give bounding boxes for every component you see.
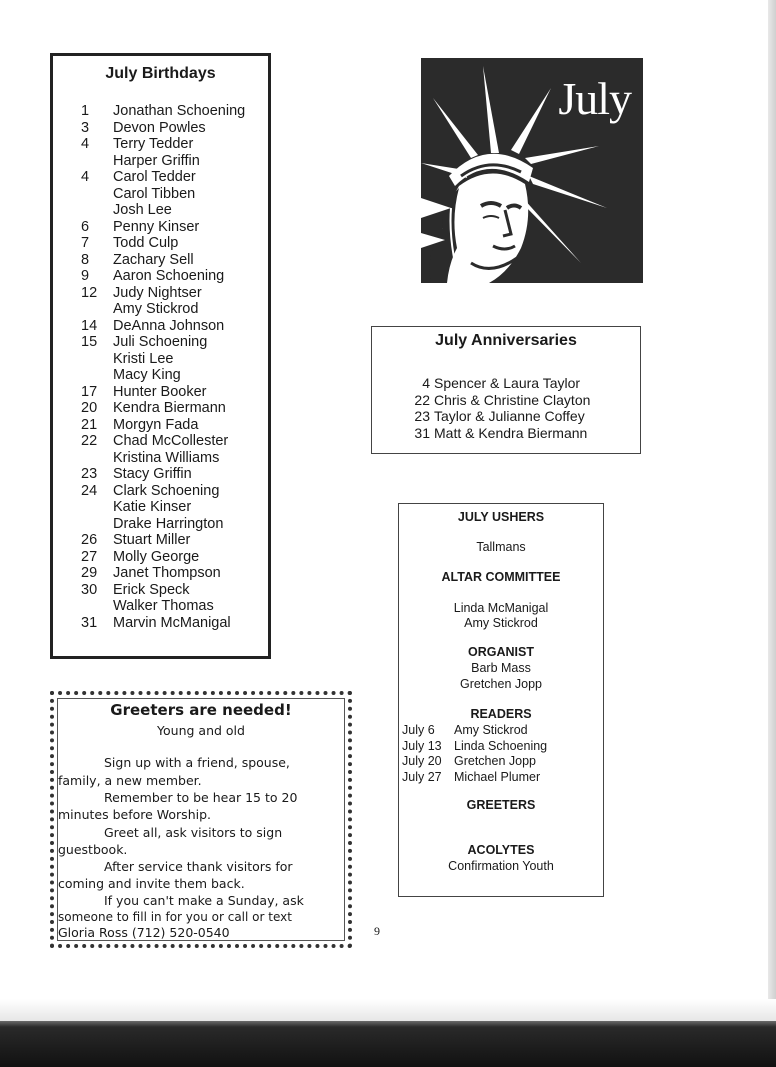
birthday-entry xyxy=(53,516,263,533)
birthday-day: 27 xyxy=(81,548,98,565)
birthday-name: Drake Harrington xyxy=(113,515,224,532)
reader-name: Amy Stickrod xyxy=(454,723,528,737)
birthday-day: 6 xyxy=(81,218,90,235)
greeters-needed-box xyxy=(50,691,352,948)
birthday-entry xyxy=(53,153,263,170)
anniversary-couple: Matt & Kendra Biermann xyxy=(434,424,588,441)
acolytes-value: Confirmation Youth xyxy=(448,859,554,873)
greeters-text-line: Sign up with a friend, spouse, xyxy=(104,755,290,770)
reader-date: July 20 xyxy=(402,754,442,768)
greeters-text-line: If you can't make a Sunday, ask xyxy=(104,893,304,908)
birthday-entry xyxy=(53,334,263,351)
reader-date: July 13 xyxy=(402,738,442,753)
birthday-name: Molly George xyxy=(113,548,200,565)
readers-heading: READERS xyxy=(470,707,532,721)
reader-name: Gretchen Jopp xyxy=(454,754,536,768)
birthday-entry xyxy=(53,202,263,219)
birthday-name: Zachary Sell xyxy=(113,251,194,268)
birthday-name: Aaron Schoening xyxy=(113,268,225,284)
birthday-day: 23 xyxy=(81,466,98,482)
reader-name: Michael Plumer xyxy=(454,769,541,784)
anniversary-entry xyxy=(372,375,640,392)
greeters-subtitle: Young and old xyxy=(157,723,245,738)
page-bottom-fade xyxy=(0,999,776,1021)
birthdays-box xyxy=(50,53,271,659)
anniversary-entry xyxy=(372,408,640,425)
anniversaries-box xyxy=(371,326,641,454)
birthday-entry xyxy=(53,499,263,516)
birthday-entry xyxy=(53,318,263,335)
reader-date: July 6 xyxy=(402,723,435,737)
acolytes-heading: ACOLYTES xyxy=(467,843,535,857)
anniversary-day: 22 xyxy=(414,391,430,408)
birthday-name: Devon Powles xyxy=(113,119,206,136)
july-banner-text: July xyxy=(558,73,631,124)
birthday-day: 30 xyxy=(81,581,98,598)
service-schedule-box xyxy=(398,503,604,897)
greeters-text-line: someone to fill in for you or call or text xyxy=(58,910,292,924)
birthday-name: Amy Stickrod xyxy=(113,301,199,317)
birthday-name: Kristi Lee xyxy=(113,350,174,367)
birthday-entry xyxy=(53,235,263,252)
birthday-name: Clark Schoening xyxy=(113,482,220,499)
birthday-entry xyxy=(53,252,263,269)
scanner-bottom-edge xyxy=(0,1021,776,1067)
birthday-day: 4 xyxy=(81,136,90,152)
birthday-entry xyxy=(53,301,263,318)
greeters-text-line: Remember to be hear 15 to 20 xyxy=(104,790,298,805)
birthday-entry xyxy=(53,351,263,368)
birthday-entry xyxy=(53,120,263,137)
greeters-text-line: After service thank visitors for xyxy=(104,859,293,874)
birthday-day: 22 xyxy=(81,433,98,449)
birthday-day: 3 xyxy=(81,119,90,136)
birthday-day: 1 xyxy=(81,103,90,119)
birthday-entry xyxy=(53,433,263,450)
birthday-day: 4 xyxy=(81,169,90,185)
anniversary-day: 4 xyxy=(422,375,430,391)
greeters-text-line: minutes before Worship. xyxy=(58,807,212,822)
birthday-name: Hunter Booker xyxy=(113,383,207,400)
reader-date: July 27 xyxy=(402,769,442,784)
anniversary-couple: Spencer & Laura Taylor xyxy=(434,375,581,391)
july-banner-image xyxy=(421,58,643,283)
greeters-title: Greeters are needed! xyxy=(110,701,292,719)
greeters-heading: GREETERS xyxy=(466,798,536,812)
birthday-name: Chad McCollester xyxy=(113,433,229,449)
birthday-day: 21 xyxy=(81,416,98,433)
anniversary-day: 31 xyxy=(414,424,430,441)
birthday-entry xyxy=(53,186,263,203)
birthday-entry xyxy=(53,268,263,285)
birthday-day: 26 xyxy=(81,532,98,548)
anniversary-couple: Chris & Christine Clayton xyxy=(434,391,591,408)
birthday-day: 24 xyxy=(81,482,98,499)
birthday-name: Stacy Griffin xyxy=(113,466,192,482)
birthday-name: Kristina Williams xyxy=(113,449,220,466)
reader-name: Linda Schoening xyxy=(454,738,548,753)
birthday-day: 15 xyxy=(81,334,98,350)
greeters-text-line: Greet all, ask visitors to sign xyxy=(104,825,283,840)
birthday-name: Harper Griffin xyxy=(113,152,200,169)
birthday-day: 12 xyxy=(81,284,98,301)
birthday-entry xyxy=(53,417,263,434)
birthday-name: Terry Tedder xyxy=(113,136,194,152)
birthday-day: 31 xyxy=(81,614,98,631)
greeters-text-line: coming and invite them back. xyxy=(58,876,245,891)
anniversary-entry xyxy=(372,392,640,409)
greeters-text-line: guestbook. xyxy=(58,842,128,857)
birthday-entry xyxy=(53,136,263,153)
birthday-entry xyxy=(53,450,263,467)
organist-name: Gretchen Jopp xyxy=(460,677,542,691)
birthday-entry xyxy=(53,532,263,549)
birthday-day: 29 xyxy=(81,565,98,581)
birthday-name: Juli Schoening xyxy=(113,334,208,350)
birthday-name: Todd Culp xyxy=(113,235,179,251)
birthday-day: 20 xyxy=(81,400,98,416)
birthday-name: Morgyn Fada xyxy=(113,416,199,433)
birthday-entry xyxy=(53,615,263,632)
ushers-heading: JULY USHERS xyxy=(457,510,545,524)
greeters-text-line: family, a new member. xyxy=(58,773,202,788)
birthday-name: Erick Speck xyxy=(113,581,190,598)
birthday-name: Judy Nightser xyxy=(113,284,202,301)
birthday-entry xyxy=(53,400,263,417)
birthday-name: Carol Tibben xyxy=(113,185,196,202)
greeters-text-line: Gloria Ross (712) 520-0540 xyxy=(58,925,230,940)
birthday-entry xyxy=(53,367,263,384)
anniversary-couple: Taylor & Julianne Coffey xyxy=(434,408,585,424)
organist-heading: ORGANIST xyxy=(468,645,534,659)
altar-committee-heading: ALTAR COMMITTEE xyxy=(441,570,561,584)
birthday-name: Marvin McManigal xyxy=(113,614,231,631)
birthday-entry xyxy=(53,582,263,599)
birthdays-title: July Birthdays xyxy=(105,65,216,82)
birthday-entry xyxy=(53,219,263,236)
altar-member: Amy Stickrod xyxy=(464,616,538,630)
birthday-day: 17 xyxy=(81,383,98,400)
altar-member: Linda McManigal xyxy=(453,601,549,615)
anniversaries-title: July Anniversaries xyxy=(435,332,577,349)
birthday-entry xyxy=(53,285,263,302)
birthday-entry xyxy=(53,565,263,582)
birthday-day: 14 xyxy=(81,317,98,334)
birthday-entry xyxy=(53,384,263,401)
birthday-day: 7 xyxy=(81,235,90,251)
birthday-entry xyxy=(53,169,263,186)
birthday-day: 8 xyxy=(81,251,90,268)
birthday-entry xyxy=(53,483,263,500)
birthday-entry xyxy=(53,598,263,615)
birthday-name: Penny Kinser xyxy=(113,218,200,235)
birthday-entry xyxy=(53,103,263,120)
birthday-name: Katie Kinser xyxy=(113,499,192,515)
birthday-day: 9 xyxy=(81,268,90,284)
birthday-name: Jonathan Schoening xyxy=(113,103,246,119)
birthday-name: Kendra Biermann xyxy=(113,400,226,416)
birthday-name: Josh Lee xyxy=(113,202,172,218)
birthday-entry xyxy=(53,466,263,483)
anniversary-day: 23 xyxy=(414,408,430,424)
birthday-name: Carol Tedder xyxy=(113,169,196,185)
birthday-name: Janet Thompson xyxy=(113,565,221,581)
ushers-value: Tallmans xyxy=(476,540,526,554)
page-edge-shadow xyxy=(768,0,776,1067)
birthday-name: DeAnna Johnson xyxy=(113,317,225,334)
anniversary-entry xyxy=(372,425,640,442)
birthday-name: Macy King xyxy=(113,367,181,383)
birthday-entry xyxy=(53,549,263,566)
birthday-name: Walker Thomas xyxy=(113,598,214,614)
page-number: 9 xyxy=(374,924,380,938)
birthday-name: Stuart Miller xyxy=(113,532,191,548)
organist-name: Barb Mass xyxy=(471,661,531,675)
